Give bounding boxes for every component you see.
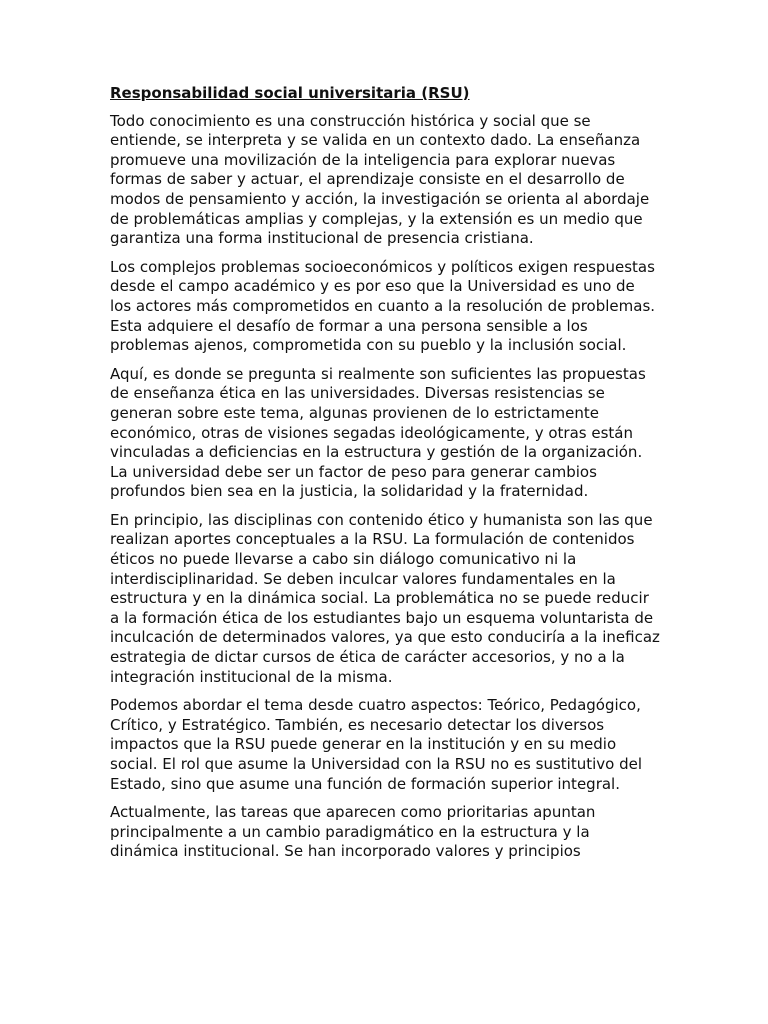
document-body xyxy=(110,84,660,871)
paragraph-4: En principio, las disciplinas con contenido ético y humanista son las que realizan aportes conceptuales a la RSU. La formulación de contenidos éticos no puede llevarse a cabo sin diálogo comunicativo ni la interdisciplinaridad. Se deben inculcar valores fundamentales en la estructura y en la dinámica social. La problemática no se puede reducir a la formación ética de los estudiantes bajo un esquema voluntarista de inculcación de determinados valores, ya que esto conduciría a la ineficaz estrategia de dictar cursos de ética de carácter accesorios, y no a la integración institucional de la misma. xyxy=(110,510,660,686)
document-title: Responsabilidad social universitaria (RSU) xyxy=(110,84,470,102)
paragraph-6: Actualmente, las tareas que aparecen como prioritarias apuntan principalmente a un cambio paradigmático en la estructura y la dinámica institucional. Se han incorporado valores y principios xyxy=(110,803,596,861)
paragraph-3: Aquí, es donde se pregunta si realmente son suficientes las propuestas de enseñanza ética en las universidades. Diversas resistencias se generan sobre este tema, algunas provienen de lo estrictamente económico, otras de visiones segadas ideológicamente, y otras están vinculadas a deficiencias en la estructura y gestión de la organización. La universidad debe ser un factor de peso para generar cambios profundos bien sea en la justicia, la solidaridad y la fraternidad. xyxy=(110,364,646,501)
paragraph-1: Todo conocimiento es una construcción histórica y social que se entiende, se interpreta y se valida en un contexto dado. La enseñanza promueve una movilización de la inteligencia para explorar nuevas formas de saber y actuar, el aprendizaje consiste en el desarrollo de modos de pensamiento y acción, la investigación se orienta al abordaje de problemáticas amplias y complejas, y la extensión es un medio que garantiza una forma institucional de presencia cristiana. xyxy=(110,111,650,248)
paragraph-2: Los complejos problemas socioeconómicos y políticos exigen respuestas desde el campo académico y es por eso que la Universidad es uno de los actores más comprometidos en cuanto a la resolución de problemas. Esta adquiere el desafío de formar a una persona sensible a los problemas ajenos, comprometida con su pueblo y la inclusión social. xyxy=(110,257,656,355)
paragraph-5: Podemos abordar el tema desde cuatro aspectos: Teórico, Pedagógico, Crítico, y Estratégico. También, es necesario detectar los diversos impactos que la RSU puede generar en la institución y en su medio social. El rol que asume la Universidad con la RSU no es sustitutivo del Estado, sino que asume una función de formación superior integral. xyxy=(110,696,642,793)
